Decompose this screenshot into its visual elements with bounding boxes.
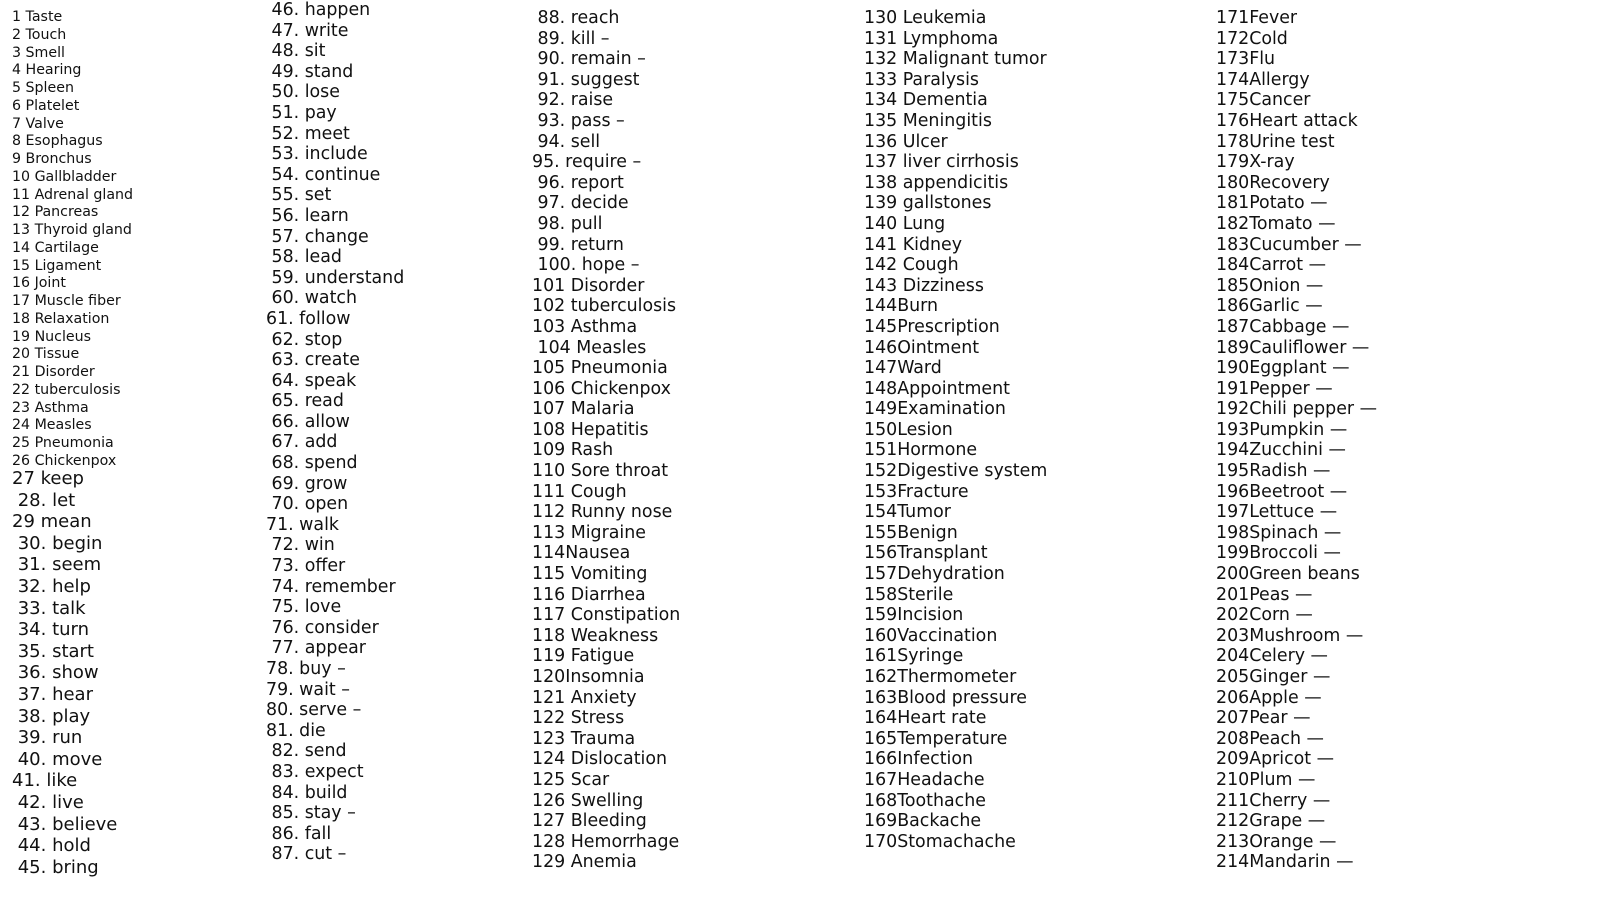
list-item: 50. lose [266,82,340,103]
list-item: 19 Nucleus [12,328,92,345]
list-item: 119 Fatigue [532,646,635,667]
list-item: 200Green beans [1216,564,1360,585]
list-item: 147Ward [864,358,942,379]
list-item: 110 Sore throat [532,461,669,482]
list-item: 45. bring [12,856,99,878]
list-item: 72. win [266,535,335,556]
list-item: 87. cut – [266,844,347,865]
list-item: 185Onion — [1216,275,1324,296]
list-item: 26 Chickenpox [12,452,117,469]
list-item: 198Spinach — [1216,522,1342,543]
list-item: 100. hope – [532,255,640,276]
list-item: 56. learn [266,205,349,226]
list-item: 49. stand [266,61,354,82]
list-item: 69. grow [266,473,348,494]
list-item: 192Chili pepper — [1216,399,1377,420]
list-item: 7 Valve [12,115,64,132]
list-item: 3 Smell [12,44,65,61]
list-item: 140 Lung [864,213,946,234]
list-item: 135 Meningitis [864,110,992,131]
list-item: 80. serve – [266,700,362,721]
list-item: 42. live [12,791,84,813]
list-item: 174Allergy [1216,69,1310,90]
list-item: 81. die [266,720,326,741]
list-item: 96. report [532,172,624,193]
list-item: 201Peas — [1216,584,1313,605]
list-item: 159Incision [864,605,964,626]
list-item: 4 Hearing [12,62,82,79]
list-item: 167Headache [864,769,985,790]
list-item: 133 Paralysis [864,69,979,90]
list-item: 157Dehydration [864,564,1005,585]
list-item: 9 Bronchus [12,151,92,167]
list-item: 75. love [266,597,342,618]
list-item: 76. consider [266,617,379,638]
column-4 [864,8,1047,852]
list-item: 128 Hemorrhage [532,831,680,852]
list-item: 124 Dislocation [532,749,668,770]
list-item: 68. spend [266,453,358,474]
list-item: 29 mean [12,511,92,533]
list-item: 207Pear — [1216,708,1311,729]
list-item: 199Broccoli — [1216,543,1341,564]
list-item: 30. begin [12,532,103,554]
list-item: 55. set [266,185,332,206]
list-item: 39. run [12,727,83,749]
list-item: 44. hold [12,835,91,857]
list-item: 131 Lymphoma [864,28,999,49]
list-item: 58. lead [266,247,342,268]
list-item: 127 Bleeding [532,811,647,832]
list-item: 191Pepper — [1216,378,1333,399]
list-item: 84. build [266,782,348,803]
list-item: 102 tuberculosis [532,296,677,317]
list-item: 172Cold [1216,28,1288,49]
list-item: 213Orange — [1216,831,1337,852]
list-item: 146Ointment [864,337,980,358]
list-item: 93. pass – [532,110,625,131]
list-item: 79. wait – [266,679,350,700]
list-item: 168Toothache [864,790,986,811]
list-item: 183Cucumber — [1216,234,1362,255]
list-item: 162Thermometer [864,667,1017,687]
list-item: 151Hormone [864,440,978,461]
list-item: 2 Touch [12,26,67,43]
list-item: 152Digestive system [864,461,1048,482]
list-item: 196Beetroot — [1216,481,1348,502]
column-1-lower [12,468,117,878]
list-item: 187Cabbage — [1216,316,1350,337]
list-item: 111 Cough [532,481,627,502]
list-item: 170Stomachache [864,831,1016,852]
list-item: 189Cauliflower — [1216,337,1370,358]
list-item: 176Heart attack [1216,110,1358,131]
list-item: 125 Scar [532,769,610,790]
list-item: 34. turn [12,619,90,641]
list-item: 203Mushroom — [1216,625,1364,646]
list-item: 204Celery — [1216,646,1328,667]
list-item: 148Appointment [864,378,1010,399]
list-item: 103 Asthma [532,316,638,337]
list-item: 169Backache [864,811,982,832]
list-item: 134 Dementia [864,90,988,111]
list-item: 28. let [12,489,76,511]
list-item: 35. start [12,640,94,662]
list-item: 86. fall [266,823,332,844]
list-item: 132 Malignant tumor [864,49,1047,70]
list-item: 62. stop [266,329,343,350]
list-item: 52. meet [266,123,350,144]
list-item: 54. continue [266,164,381,185]
list-item: 88. reach [532,8,620,28]
list-item: 120Insomnia [532,667,645,687]
list-item: 179X-ray [1216,152,1295,173]
list-item: 108 Hepatitis [532,419,649,440]
list-item: 136 Ulcer [864,131,948,152]
list-item: 194Zucchini — [1216,440,1346,461]
list-item: 139 gallstones [864,193,992,214]
column-5 [1216,8,1377,873]
list-item: 20 Tissue [12,346,80,363]
list-item: 71. walk [266,514,339,535]
list-item: 101 Disorder [532,275,645,296]
list-item: 12 Pancreas [12,204,99,221]
list-item: 163Blood pressure [864,687,1027,708]
list-item: 106 Chickenpox [532,378,671,399]
list-item: 10 Gallbladder [12,168,117,185]
list-item: 46. happen [266,0,371,20]
list-item: 145Prescription [864,316,1000,337]
list-item: 142 Cough [864,255,959,276]
list-item: 99. return [532,234,624,255]
list-item: 16 Joint [12,275,66,292]
list-item: 181Potato — [1216,193,1328,214]
list-item: 40. move [12,748,103,770]
list-item: 27 keep [12,468,84,489]
list-item: 95. require – [532,152,642,173]
list-item: 116 Diarrhea [532,584,646,605]
list-item: 156Transplant [864,543,988,564]
list-item: 137 liver cirrhosis [864,152,1019,173]
list-item: 150Lesion [864,419,953,440]
list-item: 33. talk [12,597,86,619]
list-item: 64. speak [266,370,357,391]
list-item: 114Nausea [532,543,631,564]
list-item: 197Lettuce — [1216,502,1338,523]
list-item: 107 Malaria [532,399,635,420]
list-item: 121 Anxiety [532,687,637,708]
list-item: 65. read [266,391,344,412]
list-item: 118 Weakness [532,625,659,646]
list-item: 182Tomato — [1216,213,1336,234]
list-item: 11 Adrenal gland [12,186,134,203]
list-item: 161Syringe [864,646,964,667]
list-item: 13 Thyroid gland [12,222,132,238]
list-item: 57. change [266,226,369,247]
list-item: 59. understand [266,267,405,288]
list-item: 212Grape — [1216,811,1326,832]
list-item: 160Vaccination [864,625,998,646]
list-item: 89. kill – [532,28,610,49]
list-item: 25 Pneumonia [12,435,114,451]
list-item: 98. pull [532,213,603,234]
list-item: 104 Measles [532,337,647,358]
list-item: 208Peach — [1216,728,1324,749]
list-item: 144Burn [864,296,939,317]
list-item: 115 Vomiting [532,564,648,585]
list-item: 21 Disorder [12,364,95,380]
list-item: 202Corn — [1216,605,1313,626]
list-item: 15 Ligament [12,257,102,274]
list-item: 164Heart rate [864,708,987,729]
list-item: 82. send [266,741,347,762]
list-item: 5 Spleen [12,80,74,96]
list-item: 70. open [266,494,349,515]
list-item: 47. write [266,20,349,41]
list-item: 153Fracture [864,481,969,502]
list-item: 6 Platelet [12,97,80,114]
list-item: 117 Constipation [532,605,681,626]
list-item: 171Fever [1216,8,1298,28]
list-item: 51. pay [266,102,337,123]
list-item: 184Carrot — [1216,255,1326,276]
list-item: 97. decide [532,193,629,214]
list-item: 91. suggest [532,69,640,90]
column-2 [266,0,404,865]
column-1-upper [12,9,133,471]
list-item: 143 Dizziness [864,275,984,296]
list-item: 78. buy – [266,659,346,679]
list-item: 130 Leukemia [864,8,987,28]
list-item: 14 Cartilage [12,239,99,256]
list-item: 149Examination [864,399,1006,420]
list-item: 85. stay – [266,803,356,824]
list-item: 209Apricot — [1216,749,1335,770]
list-item: 155Benign [864,522,958,543]
list-item: 173Flu [1216,49,1276,70]
list-item: 166Infection [864,749,974,770]
list-item: 18 Relaxation [12,310,110,327]
list-item: 43. believe [12,813,118,835]
list-item: 17 Muscle fiber [12,293,121,309]
list-item: 190Eggplant — [1216,358,1350,379]
list-item: 141 Kidney [864,234,963,255]
list-item: 129 Anemia [532,852,637,873]
list-item: 211Cherry — [1216,790,1331,811]
list-item: 186Garlic — [1216,296,1323,317]
list-item: 66. allow [266,411,350,432]
list-item: 63. create [266,350,360,371]
list-item: 23 Asthma [12,399,89,416]
list-item: 175Cancer [1216,90,1311,111]
list-item: 36. show [12,662,99,684]
list-item: 122 Stress [532,708,625,729]
list-item: 90. remain – [532,49,646,70]
list-item: 178Urine test [1216,131,1335,152]
list-item: 94. sell [532,131,601,152]
list-item: 1 Taste [12,9,63,25]
list-item: 112 Runny nose [532,502,673,523]
list-item: 37. hear [12,683,93,705]
list-item: 180Recovery [1216,172,1330,193]
list-item: 41. like [12,770,78,792]
list-item: 24 Measles [12,417,92,434]
column-3 [532,8,680,873]
list-item: 205Ginger — [1216,667,1331,687]
list-item: 67. add [266,432,338,453]
list-item: 92. raise [532,90,614,111]
list-item: 74. remember [266,576,396,597]
list-item: 48. sit [266,41,326,62]
list-item: 8 Esophagus [12,133,103,150]
list-item: 53. include [266,144,368,165]
list-item: 109 Rash [532,440,614,461]
list-item: 83. expect [266,761,364,782]
list-item: 105 Pneumonia [532,358,668,379]
list-item: 31. seem [12,554,102,576]
list-item: 206Apple — [1216,687,1322,708]
list-item: 214Mandarin — [1216,852,1354,873]
list-item: 61. follow [266,308,351,329]
list-item: 77. appear [266,638,366,659]
list-item: 38. play [12,705,91,727]
list-item: 193Pumpkin — [1216,419,1348,440]
list-item: 195Radish — [1216,461,1331,482]
list-item: 32. help [12,575,91,597]
list-item: 22 tuberculosis [12,381,121,398]
list-item: 60. watch [266,288,357,309]
list-item: 138 appendicitis [864,172,1009,193]
list-item: 113 Migraine [532,522,646,543]
list-item: 126 Swelling [532,790,644,811]
list-item: 165Temperature [864,728,1008,749]
list-item: 73. offer [266,556,346,577]
list-item: 210Plum — [1216,769,1316,790]
list-item: 154Tumor [864,502,951,523]
list-item: 158Sterile [864,584,954,605]
list-item: 123 Trauma [532,728,636,749]
